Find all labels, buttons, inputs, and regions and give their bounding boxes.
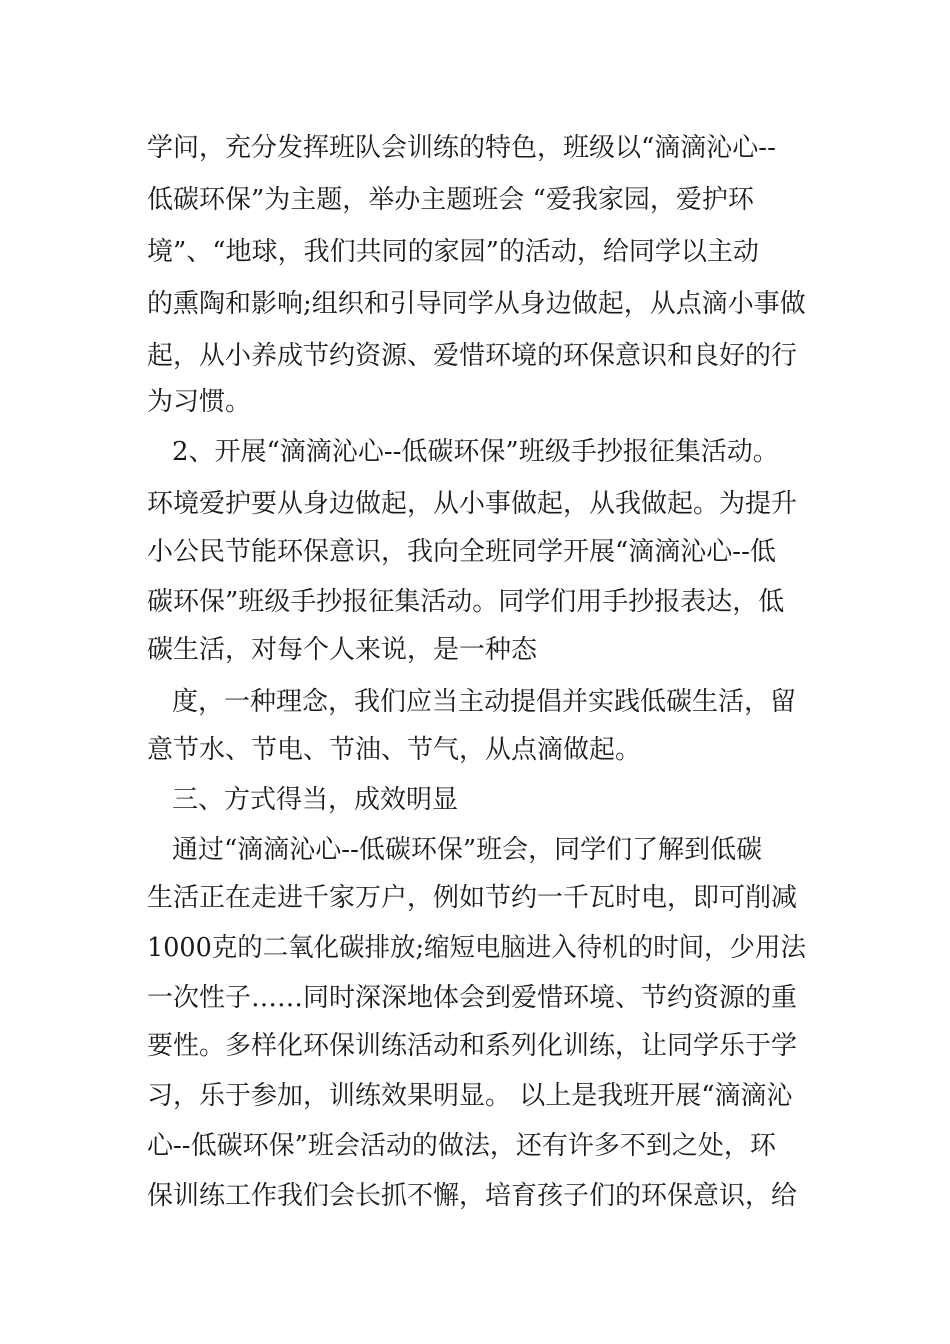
section-heading: 三、方式得当，成效明显 [172, 785, 459, 815]
text-line: 度，一种理念，我们应当主动提倡并实践低碳生活，留 [172, 687, 797, 717]
text-line: 生活正在走进千家万户，例如节约一千瓦时电，即可削减 [147, 883, 798, 913]
text-line: 的熏陶和影响;组织和引导同学从身边做起，从点滴小事做 [147, 289, 806, 319]
text-line: 1000克的二氧化碳排放;缩短电脑进入待机的时间，少用法 [147, 933, 806, 963]
text-line: 习，乐于参加，训练效果明显。 以上是我班开展“滴滴沁 [147, 1081, 793, 1111]
text-line: 小公民节能环保意识，我向全班同学开展“滴滴沁心--低 [147, 537, 776, 567]
text-line: 一次性子……同时深深地体会到爱惜环境、节约资源的重 [147, 983, 798, 1013]
text-line: 要性。多样化环保训练活动和系列化训练，让同学乐于学 [147, 1031, 798, 1061]
text-line: 学问，充分发挥班队会训练的特色，班级以“滴滴沁心-- [147, 133, 776, 163]
text-line: 起，从小养成节约资源、爱惜环境的环保意识和良好的行 [147, 341, 798, 371]
text-line: 碳生活，对每个人来说，是一种态 [147, 635, 538, 665]
text-line: 环境爱护要从身边做起，从小事做起，从我做起。为提升 [147, 489, 798, 519]
text-line: 通过“滴滴沁心--低碳环保”班会，同学们了解到低碳 [172, 835, 763, 865]
text-line: 低碳环保”为主题，举办主题班会 “爱我家园，爱护环 [147, 185, 754, 215]
text-line: 2、开展“滴滴沁心--低碳环保”班级手抄报征集活动。 [172, 437, 779, 467]
text-line: 意节水、节电、节油、节气，从点滴做起。 [147, 735, 642, 765]
text-line: 心--低碳环保”班会活动的做法，还有许多不到之处，环 [147, 1131, 776, 1161]
text-line: 为习惯。 [147, 387, 252, 417]
text-line: 碳环保”班级手抄报征集活动。同学们用手抄报表达，低 [147, 587, 785, 617]
text-line: 保训练工作我们会长抓不懈，培育孩子们的环保意识，给 [147, 1181, 798, 1211]
text-line: 境”、“地球，我们共同的家园”的活动，给同学以主动 [147, 237, 759, 267]
